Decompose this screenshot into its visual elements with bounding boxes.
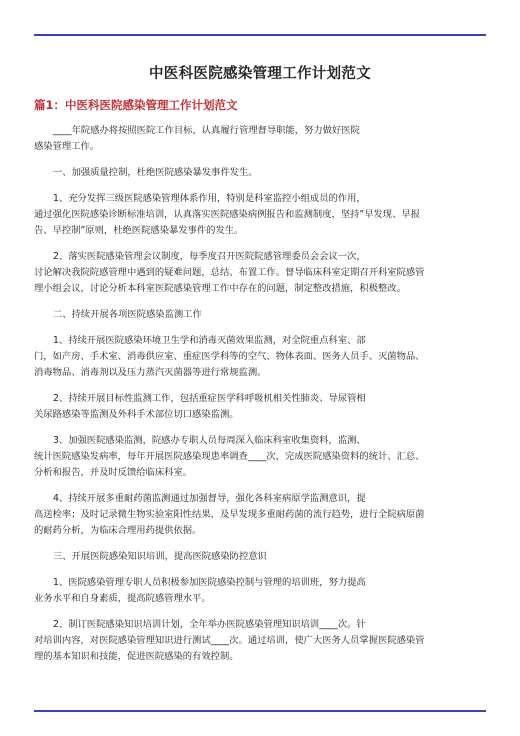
paragraph-line: 的耐药分析，为临床合理用药提供依据。 <box>34 525 202 536</box>
paragraph <box>34 165 486 181</box>
paragraph <box>34 433 486 481</box>
paragraph-line: 门，如产房、手术室、消毒供应室、重症医学科等的空气、物体表面、医务人员手、灭菌物品、 <box>34 351 425 362</box>
paragraph-line: 2、落实医院感染管理会议制度，每季度召开医院院感管理委员会会议一次， <box>53 251 366 262</box>
paragraph <box>34 575 486 607</box>
paragraph-line: 1、充分发挥三级医院感染管理体系作用，特别是科室监控小组成员的作用， <box>53 193 366 204</box>
paragraph <box>34 191 486 239</box>
paragraph-line: 理的基本知识和技能，促进医院感染的有效控制。 <box>34 651 239 662</box>
document-page <box>34 62 486 675</box>
paragraph-line: 1、医院感染管理专职人员积极参加医院感染控制与管理的培训班，努力提高 <box>53 577 366 588</box>
paragraph-line: 三、开展医院感染知识培训，提高医院感染防控意识 <box>53 551 267 562</box>
document-subtitle: 篇1：中医科医院感染管理工作计划范文 <box>34 98 238 112</box>
paragraph-line: 理小组会议，讨论分析本科室医院感染管理工作中存在的问题，制定整改措施，积极整改。 <box>34 283 406 294</box>
paragraph <box>34 617 486 665</box>
paragraph-line: 统计医院感染发病率，每年开展医院感染现患率调查____次，完成医院感染资料的统计、汇总、 <box>34 451 425 462</box>
paragraph-line: ____年院感办将按照医院工作目标，认真履行管理督导职能，努力做好医院 <box>53 125 360 136</box>
paragraph-line: 4、持续开展多重耐药菌监测通过加强督导，强化各科室病原学监测意识，提 <box>53 493 366 504</box>
paragraph-line: 讨论解决我院院感管理中遇到的疑难问题，总结、布置工作。督导临床科室定期召开科室院感管 <box>34 267 425 278</box>
paragraph <box>34 123 486 155</box>
document-title: 中医科医院感染管理工作计划范文 <box>149 66 371 82</box>
top-rule <box>34 34 486 36</box>
paragraph-line: 通过强化医院感染诊断标准培训，认真落实医院感染病例报告和监测制度，坚持”早发现、早报 <box>34 209 420 220</box>
document-body <box>34 123 486 665</box>
paragraph <box>34 307 486 323</box>
paragraph <box>34 391 486 423</box>
paragraph <box>34 249 486 297</box>
paragraph-line: 分析和报告，并及时反馈给临床科室。 <box>34 467 193 478</box>
paragraph-line: 对培训内容，对医院感染管理知识进行测试____次。通过培训，使广大医务人员掌握医院感染管 <box>34 635 425 646</box>
paragraph-line: 业务水平和自身素质，提高院感管理水平。 <box>34 593 211 604</box>
paragraph-line: 感染管理工作。 <box>34 141 100 152</box>
paragraph-line: 一、加强质量控制，杜绝医院感染暴发事件发生。 <box>53 167 258 178</box>
paragraph <box>34 333 486 381</box>
paragraph <box>34 549 486 565</box>
paragraph-line: 关尿路感染等监测及外科手术部位切口感染监测。 <box>34 409 239 420</box>
paragraph-line: 消毒物品、消毒剂以及压力蒸汽灭菌器等进行常规监测。 <box>34 367 267 378</box>
paragraph-line: 1、持续开展医院感染环境卫生学和消毒灭菌效果监测，对全院重点科室、部 <box>53 335 366 346</box>
paragraph-line: 3、加强医院感染监测，院感办专职人员每周深入临床科室收集资料，监测、 <box>53 435 366 446</box>
paragraph-line: 告、早控制”原则，杜绝医院感染暴发事件的发生。 <box>34 225 244 236</box>
bottom-rule <box>34 710 486 712</box>
paragraph <box>34 491 486 539</box>
paragraph-line: 二、持续开展各项医院感染监测工作 <box>53 309 202 320</box>
paragraph-line: 2、制订医院感染知识培训计划，全年举办医院感染管理知识培训____次。针 <box>53 619 366 630</box>
paragraph-line: 2、持续开展目标性监测工作，包括重症医学科呼吸机相关性肺炎、导尿管相 <box>53 393 366 404</box>
paragraph-line: 高送检率；及时记录微生物实验室阳性结果，及早发现多重耐药菌的流行趋势，进行全院病原菌 <box>34 509 425 520</box>
